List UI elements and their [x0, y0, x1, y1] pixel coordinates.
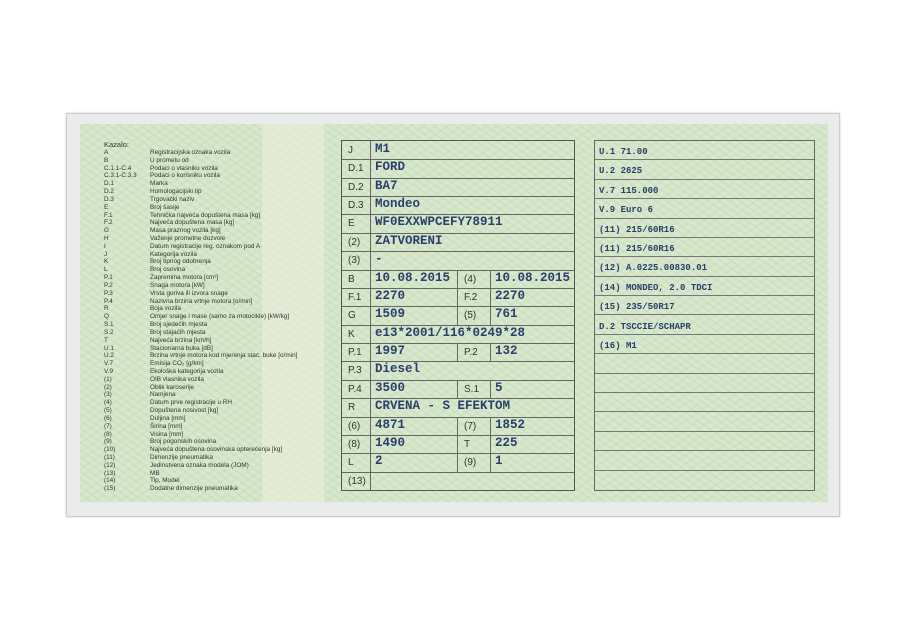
field-row: [342, 472, 574, 490]
field-label: E: [342, 214, 371, 232]
legend-text: U prometu od: [150, 156, 189, 164]
field-value-d3: Mondeo: [375, 197, 421, 212]
legend-item: [104, 282, 205, 290]
extra-row: [595, 354, 814, 373]
legend-text: Namjena: [150, 391, 176, 399]
legend-item: [104, 298, 252, 306]
extra-row: [595, 199, 814, 218]
field-value-f5: 761: [495, 307, 518, 322]
field-value-s1: 5: [495, 380, 503, 395]
extra-row: [595, 257, 814, 276]
legend-text: Podaci o korisniku vozila: [150, 172, 220, 180]
legend-code: (7): [104, 422, 112, 430]
legend-text: Omjer snage i mase (samo za motocikle) [kW/kg]: [150, 313, 290, 321]
legend-code: K: [104, 258, 109, 266]
extra-row: [595, 471, 814, 490]
legend-code: D.3: [104, 195, 114, 203]
legend-item: [104, 477, 180, 485]
legend-text: Broj sjedećih mjesta: [150, 321, 208, 329]
legend-code: C.1.1-C.4: [104, 164, 132, 172]
field-label: P.3: [342, 361, 371, 379]
legend-item: [104, 188, 202, 196]
legend-code: F.1: [104, 211, 113, 219]
field-label: K: [342, 325, 371, 343]
field-label: P.4: [342, 380, 371, 398]
extra-entry: (11) 215/60R16: [599, 224, 675, 235]
extra-row: [595, 219, 814, 238]
field-value-d1: FORD: [375, 160, 406, 175]
legend-code: (11): [104, 453, 115, 461]
field-row: [342, 398, 574, 417]
legend-item: [104, 454, 213, 462]
legend-code: Q: [104, 313, 109, 321]
legend-item: [104, 266, 185, 274]
legend-item: [104, 470, 160, 478]
legend-text: Dimenzije pneumatika: [150, 453, 213, 461]
legend-text: Važenje prometne dozvole: [150, 235, 226, 243]
legend-text: Najveća dopuštena osovinska opterećenja [kg]: [150, 446, 283, 454]
legend-code: H: [104, 235, 109, 243]
legend-item: [104, 360, 204, 368]
field-label: (9): [458, 453, 491, 471]
legend-text: Homologacijski tip: [150, 188, 202, 196]
extra-row: [595, 238, 814, 257]
legend-code: (15): [104, 485, 116, 493]
legend-item: [104, 485, 238, 493]
legend-item: [104, 368, 224, 376]
legend-text: Marka: [150, 180, 168, 188]
field-label: D.3: [342, 196, 371, 214]
legend-item: [104, 462, 249, 470]
legend-text: Najveća dopuštena masa [kg]: [150, 219, 235, 227]
field-label: D.2: [342, 178, 371, 196]
legend-item: [104, 180, 168, 188]
legend-title: Kazalo:: [104, 140, 130, 149]
legend-text: Broj osovina: [150, 266, 186, 274]
legend-text: Datum prve registracije u RH: [150, 399, 233, 407]
field-label: (8): [342, 435, 371, 453]
legend-text: Vrsta goriva ili izvora snage: [150, 289, 228, 297]
legend-text: Tip, Model: [150, 477, 180, 485]
extra-row: [595, 316, 814, 335]
extra-entry: (11) 215/60R16: [599, 243, 675, 254]
legend-code: (10): [104, 446, 116, 454]
field-row: [342, 214, 574, 233]
legend-code: (2): [104, 383, 112, 391]
extra-row: [595, 451, 814, 470]
legend-item: [104, 204, 179, 212]
legend-code: (13): [104, 469, 116, 477]
field-value-l: 2: [371, 453, 458, 471]
legend-item: [104, 345, 213, 353]
legend-item: [104, 149, 230, 157]
legend-text: Broj tipnog odobrenja: [150, 258, 211, 266]
legend-text: Stacionarna buka [dB]: [150, 344, 213, 352]
field-label: (4): [458, 270, 491, 288]
field-value-f2: ZATVORENI: [375, 233, 443, 248]
legend-code: P.4: [104, 297, 113, 305]
field-label: (7): [458, 417, 491, 435]
legend-code: (12): [104, 461, 116, 469]
legend-item: [104, 376, 204, 384]
legend-text: Dodatne dimenzije pneumatika: [150, 485, 238, 493]
legend-item: [104, 352, 297, 360]
field-row: [342, 196, 574, 215]
extra-row: [595, 141, 814, 160]
legend-text: Najveća brzina [km/h]: [150, 336, 212, 344]
legend-item: [104, 391, 176, 399]
field-value-f9: 1: [495, 454, 503, 469]
legend-code: (1): [104, 375, 112, 383]
extra-entry: V.7 115.000: [599, 185, 659, 196]
field-label: (13): [342, 472, 371, 490]
field-label: P.2: [458, 343, 491, 361]
legend-code: V.7: [104, 360, 114, 368]
field-row: [342, 141, 574, 160]
field-value-f8: 1490: [371, 435, 458, 453]
legend-code: B: [104, 156, 109, 164]
legend-code: D.1: [104, 180, 114, 188]
legend-item: [104, 415, 186, 423]
legend-text: Broj šasije: [150, 203, 180, 211]
legend-code: S.2: [104, 328, 114, 336]
field-label: (2): [342, 233, 371, 251]
legend-code: (14): [104, 477, 116, 485]
field-value-p3: Diesel: [375, 362, 421, 377]
extra-entry: V.9 Euro 6: [599, 205, 654, 216]
field-label: (6): [342, 417, 371, 435]
legend-text: Širina [mm]: [150, 422, 183, 430]
field-row: [342, 361, 574, 380]
legend-text: Nazivna brzina vrtnje motora [o/min]: [150, 297, 253, 305]
extra-entry: U.2 2625: [599, 166, 643, 177]
legend-code: C.3.1-C.3.3: [104, 172, 137, 180]
field-value-p4: 3500: [371, 380, 458, 398]
legend-item: [104, 196, 194, 204]
field-label: D.1: [342, 159, 371, 177]
field-value-f3: -: [375, 252, 383, 267]
legend-code: (6): [104, 414, 112, 422]
legend-code: U.1: [104, 344, 114, 352]
legend-item: [104, 313, 289, 321]
legend-code: P.3: [104, 289, 113, 297]
legend-code: R: [104, 305, 109, 313]
field-value-b: 10.08.2015: [371, 270, 458, 288]
field-value-p1: 1997: [371, 343, 458, 361]
legend-item: [104, 329, 205, 337]
field-row: [342, 453, 574, 472]
legend-item: [104, 431, 183, 439]
legend-item: [104, 212, 260, 220]
legend-text: Kategorija vozila: [150, 250, 197, 258]
field-row: [342, 251, 574, 270]
legend-code: U.2: [104, 352, 114, 360]
legend-item: [104, 438, 216, 446]
extra-row: [595, 335, 814, 354]
field-row: [342, 178, 574, 197]
legend-item: [104, 243, 260, 251]
legend-text: Emisija CO₂ [g/km]: [150, 360, 204, 368]
legend-item: [104, 407, 218, 415]
extra-entry: (16) M1: [599, 340, 637, 351]
legend-code: (5): [104, 407, 112, 415]
extra-entry: U.1 71.00: [599, 147, 648, 157]
legend-text: Duljina [mm]: [150, 414, 186, 422]
extra-row: [595, 277, 814, 296]
field-label: S.1: [458, 380, 491, 398]
field-row: [342, 380, 574, 399]
legend-text: Tehnička najveća dopuštena masa [kg]: [150, 211, 261, 219]
field-value-f6: 4871: [371, 417, 458, 435]
legend-text: Jedinstvena oznaka modela (JOM): [150, 461, 249, 469]
legend-item: [104, 423, 182, 431]
field-value-t: 225: [495, 435, 518, 450]
fields-panel: [341, 140, 575, 491]
legend-code: T: [104, 336, 108, 344]
extra-row: [595, 160, 814, 179]
legend-code: D.2: [104, 188, 114, 196]
field-label: G: [342, 306, 371, 324]
field-label: T: [458, 435, 491, 453]
legend-item: [104, 219, 234, 227]
field-label: B: [342, 270, 371, 288]
legend-item: [104, 258, 211, 266]
legend-code: I: [104, 242, 106, 250]
legend-item: [104, 321, 207, 329]
field-label: P.1: [342, 343, 371, 361]
legend-item: [104, 290, 228, 298]
extra-row: [595, 393, 814, 412]
legend-code: G: [104, 227, 109, 235]
legend-item: [104, 384, 194, 392]
field-label: J: [342, 141, 371, 159]
legend-text: Trgovački naziv: [150, 195, 195, 203]
legend-item: [104, 399, 232, 407]
legend-item: [104, 251, 197, 259]
field-row: [342, 233, 574, 252]
field-label: R: [342, 398, 371, 416]
field-row: [342, 417, 574, 436]
field-label: (5): [458, 306, 491, 324]
extra-entry: D.2 TSCCIE/SCHAPR: [599, 321, 691, 332]
legend-text: Registracijska oznaka vozila: [150, 149, 231, 156]
legend-text: MB: [150, 469, 160, 477]
field-row: [342, 270, 574, 289]
legend-code: P.1: [104, 274, 113, 282]
extra-entry: (12) A.0225.00830.01: [599, 263, 708, 274]
field-label: F.1: [342, 288, 371, 306]
legend-item: [104, 305, 181, 313]
legend-code: L: [104, 266, 108, 274]
extra-row: [595, 374, 814, 393]
legend-text: OIB vlasnika vozila: [150, 375, 204, 383]
field-label: F.2: [458, 288, 491, 306]
legend-code: (3): [104, 391, 112, 399]
field-row: [342, 288, 574, 307]
legend-text: Visina [mm]: [150, 430, 184, 438]
legend-code: (8): [104, 430, 112, 438]
legend-item: [104, 274, 218, 282]
legend-item: [104, 227, 221, 235]
field-row: [342, 435, 574, 454]
legend-code: (4): [104, 399, 112, 407]
field-value-f13: [371, 472, 574, 490]
legend-text: Brzina vrtnje motora kod mjerenja stac. buke [o/min]: [150, 352, 298, 360]
field-value-f4: 10.08.2015: [495, 270, 571, 285]
legend-text: Snaga motora [kW]: [150, 281, 205, 289]
legend-text: Broj pogonskih osovina: [150, 438, 217, 446]
extra-row: [595, 296, 814, 315]
legend-panel: [86, 140, 336, 495]
field-value-e: WF0EXXWPCEFY78911: [375, 215, 503, 230]
legend-code: (9): [104, 438, 112, 446]
legend-code: F.2: [104, 219, 113, 227]
field-row: [342, 343, 574, 362]
field-value-f7: 1852: [495, 417, 526, 432]
legend-item: [104, 446, 282, 454]
legend-item: [104, 337, 211, 345]
field-value-f1: 2270: [371, 288, 458, 306]
legend-text: Boja vozila: [150, 305, 181, 313]
extra-entry: (15) 235/50R17: [599, 302, 675, 313]
field-label: (3): [342, 251, 371, 269]
field-value-j: M1: [375, 142, 391, 156]
field-row: [342, 306, 574, 325]
legend-item: [104, 157, 189, 165]
extra-entry: (14) MONDEO, 2.0 TDCI: [599, 282, 713, 293]
legend-item: [104, 235, 225, 243]
legend-code: E: [104, 203, 109, 211]
extra-panel: [594, 140, 815, 491]
field-value-f2: 2270: [495, 288, 526, 303]
legend-code: V.9: [104, 367, 114, 375]
legend-code: J: [104, 250, 108, 258]
legend-code: A: [104, 149, 109, 156]
legend-text: Dopuštena nosivost [kg]: [150, 407, 219, 415]
extra-row: [595, 432, 814, 451]
field-row: [342, 325, 574, 344]
extra-row: [595, 412, 814, 431]
legend-code: P.2: [104, 281, 113, 289]
field-value-g: 1509: [371, 306, 458, 324]
field-value-d2: BA7: [375, 178, 398, 193]
legend-code: S.1: [104, 321, 114, 329]
legend-text: Oblik karoserije: [150, 383, 195, 391]
legend-text: Zapremina motora [cm³]: [150, 274, 219, 282]
legend-text: Ekološka kategorija vozila: [150, 367, 224, 375]
legend-text: Broj stajaćih mjesta: [150, 328, 206, 336]
legend-item: [104, 172, 220, 180]
field-label: L: [342, 453, 371, 471]
field-value-k: e13*2001/116*0249*28: [375, 325, 526, 340]
legend-text: Masa praznog vozila [kg]: [150, 227, 221, 235]
field-value-r: CRVENA - S EFEKTOM: [375, 399, 511, 414]
extra-row: [595, 180, 814, 199]
legend-text: Podaci o vlasniku vozila: [150, 164, 218, 172]
field-row: [342, 159, 574, 178]
legend-text: Datum registracije reg. oznakom pod A: [150, 242, 261, 250]
field-value-p2: 132: [495, 344, 518, 359]
legend-item: [104, 165, 218, 173]
